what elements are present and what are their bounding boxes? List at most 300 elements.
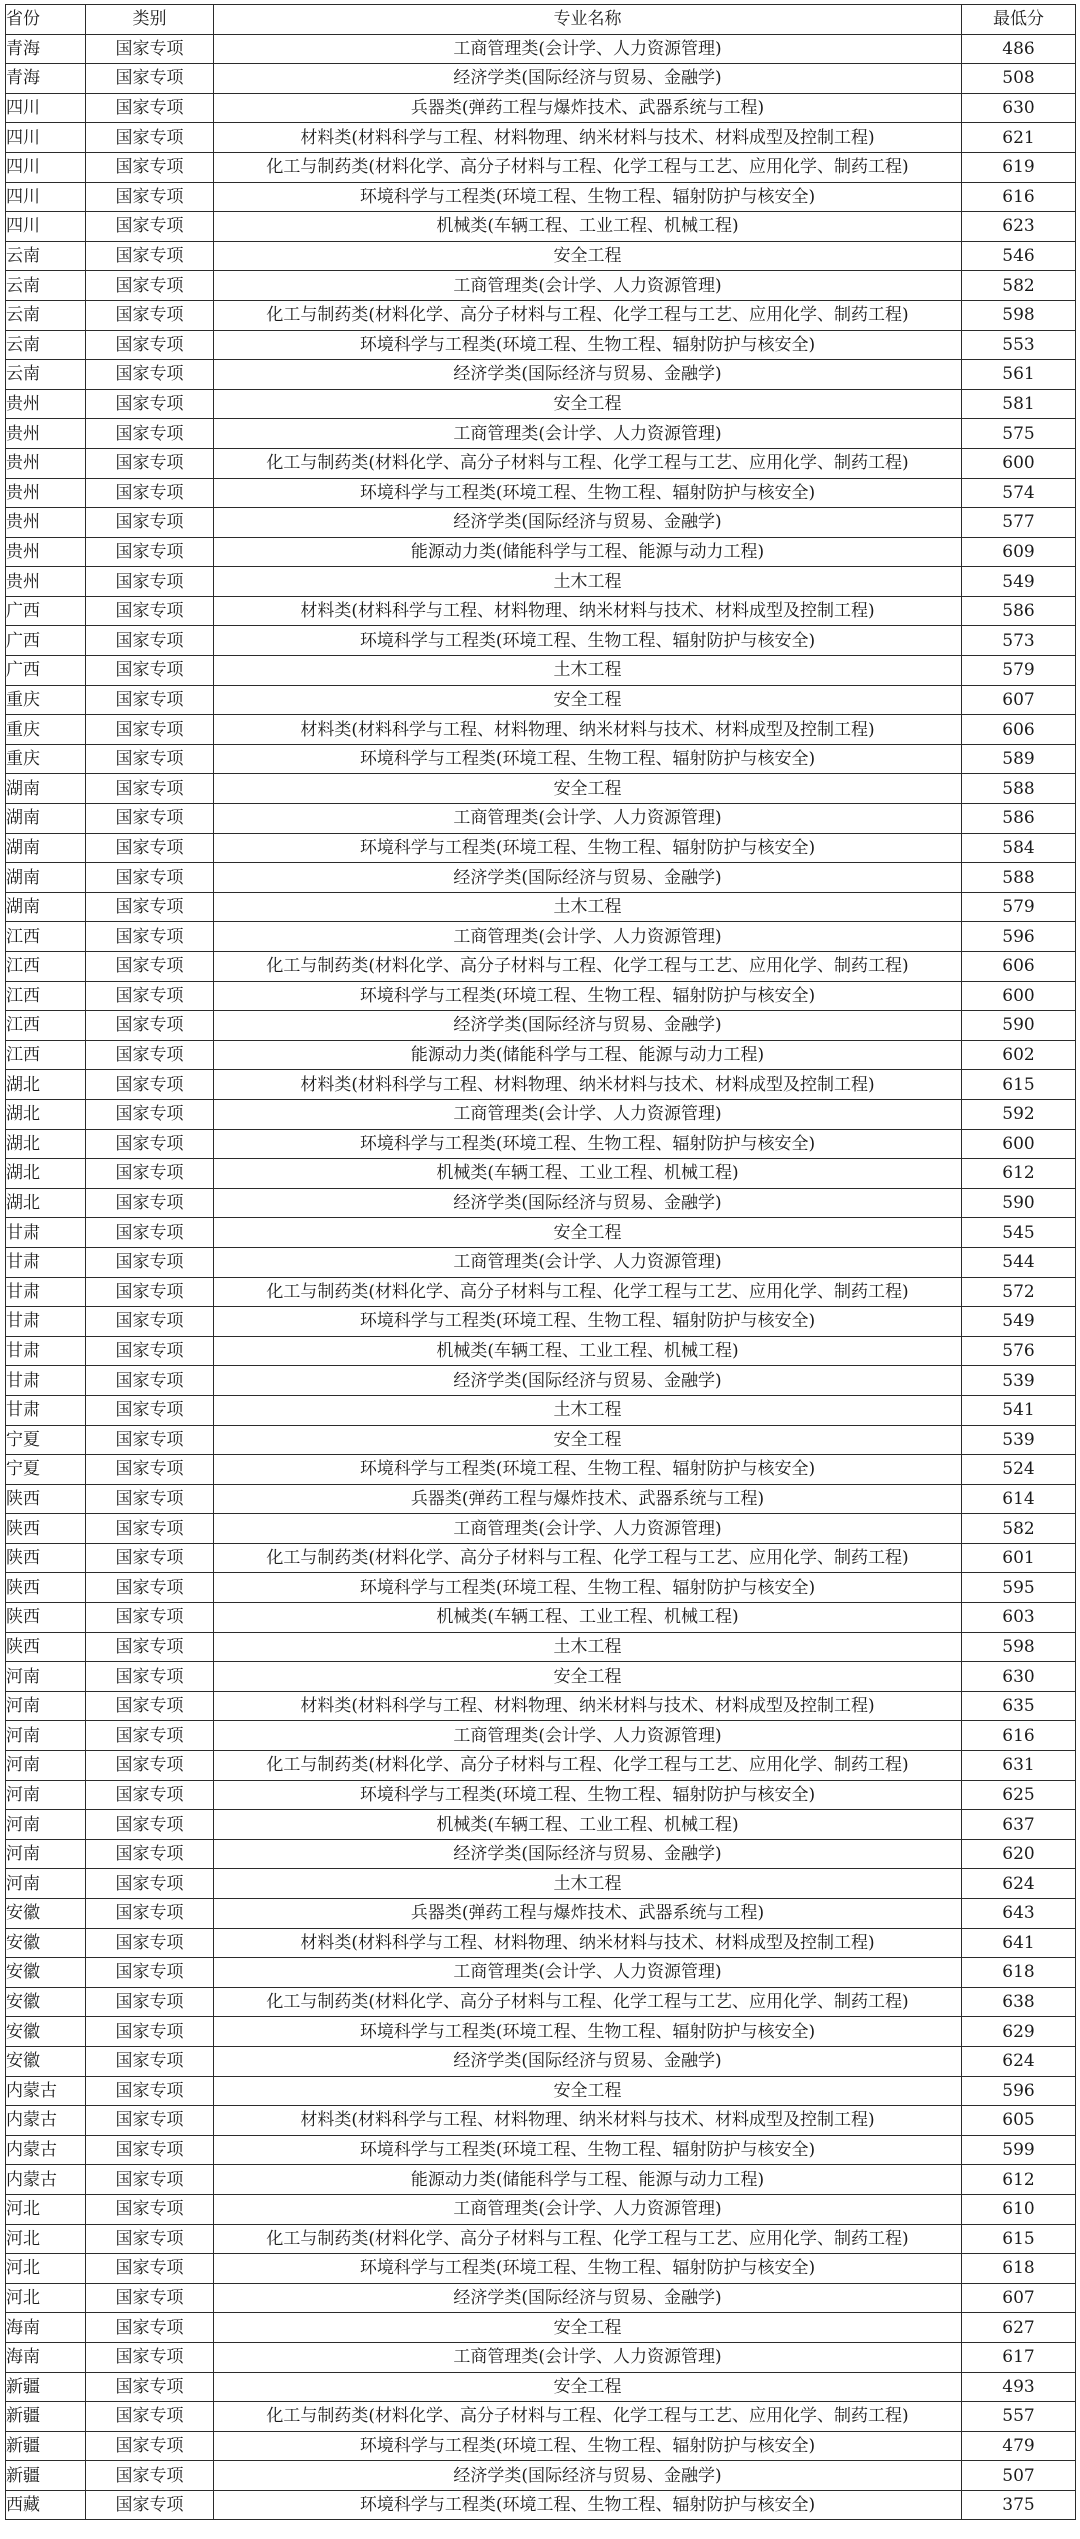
cell-category: 国家专项 xyxy=(86,34,214,64)
cell-province: 新疆 xyxy=(6,2461,86,2491)
cell-major-name: 环境科学与工程类(环境工程、生物工程、辐射防护与核安全) xyxy=(214,182,962,212)
cell-province: 河南 xyxy=(6,1721,86,1751)
cell-min-score: 614 xyxy=(962,1484,1076,1514)
table-row xyxy=(6,715,1076,745)
cell-category: 国家专项 xyxy=(86,1159,214,1189)
cell-category: 国家专项 xyxy=(86,1603,214,1633)
cell-major-name: 材料类(材料科学与工程、材料物理、纳米材料与技术、材料成型及控制工程) xyxy=(214,123,962,153)
cell-major-name: 经济学类(国际经济与贸易、金融学) xyxy=(214,1011,962,1041)
cell-province: 四川 xyxy=(6,152,86,182)
cell-major-name: 土木工程 xyxy=(214,1869,962,1899)
table-row xyxy=(6,1247,1076,1277)
cell-min-score: 584 xyxy=(962,833,1076,863)
cell-min-score: 619 xyxy=(962,152,1076,182)
header-min-score: 最低分 xyxy=(962,5,1076,35)
table-row xyxy=(6,93,1076,123)
cell-province: 河南 xyxy=(6,1780,86,1810)
cell-category: 国家专项 xyxy=(86,1484,214,1514)
table-row xyxy=(6,1691,1076,1721)
table-row xyxy=(6,1839,1076,1869)
table-row xyxy=(6,833,1076,863)
cell-province: 陕西 xyxy=(6,1603,86,1633)
table-row xyxy=(6,922,1076,952)
table-row xyxy=(6,34,1076,64)
cell-major-name: 工商管理类(会计学、人力资源管理) xyxy=(214,271,962,301)
cell-category: 国家专项 xyxy=(86,1277,214,1307)
cell-min-score: 615 xyxy=(962,2224,1076,2254)
cell-major-name: 环境科学与工程类(环境工程、生物工程、辐射防护与核安全) xyxy=(214,1129,962,1159)
cell-min-score: 574 xyxy=(962,478,1076,508)
cell-category: 国家专项 xyxy=(86,1780,214,1810)
cell-province: 河北 xyxy=(6,2194,86,2224)
table-row xyxy=(6,1484,1076,1514)
cell-category: 国家专项 xyxy=(86,596,214,626)
cell-province: 陕西 xyxy=(6,1573,86,1603)
cell-min-score: 375 xyxy=(962,2490,1076,2520)
cell-province: 四川 xyxy=(6,123,86,153)
cell-category: 国家专项 xyxy=(86,567,214,597)
cell-min-score: 572 xyxy=(962,1277,1076,1307)
table-row xyxy=(6,596,1076,626)
cell-min-score: 624 xyxy=(962,2046,1076,2076)
cell-major-name: 环境科学与工程类(环境工程、生物工程、辐射防护与核安全) xyxy=(214,833,962,863)
cell-province: 湖南 xyxy=(6,863,86,893)
cell-min-score: 582 xyxy=(962,271,1076,301)
cell-min-score: 598 xyxy=(962,300,1076,330)
cell-category: 国家专项 xyxy=(86,656,214,686)
cell-min-score: 524 xyxy=(962,1455,1076,1485)
cell-province: 青海 xyxy=(6,64,86,94)
cell-min-score: 630 xyxy=(962,93,1076,123)
cell-province: 甘肃 xyxy=(6,1218,86,1248)
cell-min-score: 615 xyxy=(962,1070,1076,1100)
cell-category: 国家专项 xyxy=(86,833,214,863)
cell-major-name: 安全工程 xyxy=(214,2372,962,2402)
table-row xyxy=(6,2046,1076,2076)
cell-category: 国家专项 xyxy=(86,1188,214,1218)
cell-major-name: 化工与制药类(材料化学、高分子材料与工程、化学工程与工艺、应用化学、制药工程) xyxy=(214,952,962,982)
cell-province: 内蒙古 xyxy=(6,2135,86,2165)
cell-category: 国家专项 xyxy=(86,300,214,330)
table-row xyxy=(6,2194,1076,2224)
cell-major-name: 工商管理类(会计学、人力资源管理) xyxy=(214,34,962,64)
cell-category: 国家专项 xyxy=(86,1011,214,1041)
cell-province: 湖南 xyxy=(6,833,86,863)
cell-category: 国家专项 xyxy=(86,2046,214,2076)
cell-category: 国家专项 xyxy=(86,922,214,952)
cell-category: 国家专项 xyxy=(86,1366,214,1396)
cell-category: 国家专项 xyxy=(86,360,214,390)
table-row xyxy=(6,1721,1076,1751)
table-row xyxy=(6,508,1076,538)
cell-min-score: 641 xyxy=(962,1928,1076,1958)
cell-min-score: 539 xyxy=(962,1425,1076,1455)
cell-province: 河南 xyxy=(6,1810,86,1840)
cell-major-name: 经济学类(国际经济与贸易、金融学) xyxy=(214,1366,962,1396)
cell-major-name: 环境科学与工程类(环境工程、生物工程、辐射防护与核安全) xyxy=(214,2017,962,2047)
cell-category: 国家专项 xyxy=(86,1751,214,1781)
cell-major-name: 经济学类(国际经济与贸易、金融学) xyxy=(214,863,962,893)
table-row xyxy=(6,1129,1076,1159)
table-row xyxy=(6,744,1076,774)
cell-province: 江西 xyxy=(6,922,86,952)
header-category: 类别 xyxy=(86,5,214,35)
table-row xyxy=(6,2283,1076,2313)
cell-province: 云南 xyxy=(6,241,86,271)
cell-major-name: 机械类(车辆工程、工业工程、机械工程) xyxy=(214,1603,962,1633)
table-row xyxy=(6,1810,1076,1840)
cell-province: 河南 xyxy=(6,1691,86,1721)
cell-min-score: 557 xyxy=(962,2402,1076,2432)
cell-min-score: 479 xyxy=(962,2431,1076,2461)
cell-province: 广西 xyxy=(6,596,86,626)
cell-category: 国家专项 xyxy=(86,330,214,360)
cell-category: 国家专项 xyxy=(86,1395,214,1425)
cell-min-score: 610 xyxy=(962,2194,1076,2224)
cell-major-name: 材料类(材料科学与工程、材料物理、纳米材料与技术、材料成型及控制工程) xyxy=(214,2106,962,2136)
table-row xyxy=(6,360,1076,390)
cell-min-score: 582 xyxy=(962,1514,1076,1544)
cell-min-score: 606 xyxy=(962,952,1076,982)
cell-category: 国家专项 xyxy=(86,1336,214,1366)
cell-province: 贵州 xyxy=(6,567,86,597)
cell-category: 国家专项 xyxy=(86,626,214,656)
table-row xyxy=(6,2461,1076,2491)
table-row xyxy=(6,863,1076,893)
cell-min-score: 631 xyxy=(962,1751,1076,1781)
cell-major-name: 工商管理类(会计学、人力资源管理) xyxy=(214,1958,962,1988)
cell-province: 湖南 xyxy=(6,892,86,922)
cell-category: 国家专项 xyxy=(86,1928,214,1958)
cell-category: 国家专项 xyxy=(86,685,214,715)
cell-province: 海南 xyxy=(6,2342,86,2372)
cell-province: 云南 xyxy=(6,360,86,390)
cell-major-name: 经济学类(国际经济与贸易、金融学) xyxy=(214,2283,962,2313)
cell-province: 甘肃 xyxy=(6,1395,86,1425)
cell-province: 贵州 xyxy=(6,508,86,538)
cell-category: 国家专项 xyxy=(86,1899,214,1929)
cell-min-score: 596 xyxy=(962,2076,1076,2106)
table-row xyxy=(6,1662,1076,1692)
cell-min-score: 592 xyxy=(962,1099,1076,1129)
cell-major-name: 经济学类(国际经济与贸易、金融学) xyxy=(214,508,962,538)
table-row xyxy=(6,1395,1076,1425)
cell-province: 湖北 xyxy=(6,1070,86,1100)
cell-category: 国家专项 xyxy=(86,1514,214,1544)
cell-province: 贵州 xyxy=(6,389,86,419)
cell-province: 河南 xyxy=(6,1839,86,1869)
cell-min-score: 600 xyxy=(962,1129,1076,1159)
cell-province: 云南 xyxy=(6,330,86,360)
cell-category: 国家专项 xyxy=(86,448,214,478)
table-row xyxy=(6,330,1076,360)
cell-major-name: 化工与制药类(材料化学、高分子材料与工程、化学工程与工艺、应用化学、制药工程) xyxy=(214,1987,962,2017)
table-body xyxy=(6,34,1076,2520)
cell-major-name: 化工与制药类(材料化学、高分子材料与工程、化学工程与工艺、应用化学、制药工程) xyxy=(214,1751,962,1781)
cell-min-score: 609 xyxy=(962,537,1076,567)
table-row xyxy=(6,2372,1076,2402)
cell-category: 国家专项 xyxy=(86,2017,214,2047)
cell-province: 云南 xyxy=(6,300,86,330)
cell-min-score: 625 xyxy=(962,1780,1076,1810)
cell-major-name: 安全工程 xyxy=(214,1218,962,1248)
cell-province: 内蒙古 xyxy=(6,2165,86,2195)
table-row xyxy=(6,1869,1076,1899)
cell-category: 国家专项 xyxy=(86,1070,214,1100)
cell-major-name: 经济学类(国际经济与贸易、金融学) xyxy=(214,64,962,94)
cell-province: 宁夏 xyxy=(6,1455,86,1485)
table-row xyxy=(6,1099,1076,1129)
cell-min-score: 606 xyxy=(962,715,1076,745)
cell-major-name: 工商管理类(会计学、人力资源管理) xyxy=(214,419,962,449)
cell-min-score: 643 xyxy=(962,1899,1076,1929)
cell-province: 广西 xyxy=(6,626,86,656)
cell-province: 陕西 xyxy=(6,1514,86,1544)
cell-province: 广西 xyxy=(6,656,86,686)
cell-min-score: 549 xyxy=(962,1307,1076,1337)
cell-province: 新疆 xyxy=(6,2402,86,2432)
cell-province: 重庆 xyxy=(6,744,86,774)
cell-min-score: 545 xyxy=(962,1218,1076,1248)
cell-min-score: 620 xyxy=(962,1839,1076,1869)
cell-min-score: 603 xyxy=(962,1603,1076,1633)
cell-province: 内蒙古 xyxy=(6,2106,86,2136)
cell-min-score: 579 xyxy=(962,656,1076,686)
cell-min-score: 549 xyxy=(962,567,1076,597)
table-row xyxy=(6,419,1076,449)
cell-category: 国家专项 xyxy=(86,478,214,508)
cell-province: 甘肃 xyxy=(6,1247,86,1277)
cell-category: 国家专项 xyxy=(86,774,214,804)
table-row xyxy=(6,537,1076,567)
cell-province: 河南 xyxy=(6,1751,86,1781)
table-row xyxy=(6,1780,1076,1810)
cell-min-score: 553 xyxy=(962,330,1076,360)
table-row xyxy=(6,2431,1076,2461)
cell-category: 国家专项 xyxy=(86,2165,214,2195)
table-row xyxy=(6,981,1076,1011)
cell-major-name: 经济学类(国际经济与贸易、金融学) xyxy=(214,360,962,390)
cell-category: 国家专项 xyxy=(86,1247,214,1277)
table-row xyxy=(6,567,1076,597)
cell-category: 国家专项 xyxy=(86,744,214,774)
table-row xyxy=(6,1188,1076,1218)
cell-category: 国家专项 xyxy=(86,241,214,271)
cell-major-name: 材料类(材料科学与工程、材料物理、纳米材料与技术、材料成型及控制工程) xyxy=(214,1691,962,1721)
cell-province: 陕西 xyxy=(6,1484,86,1514)
cell-major-name: 环境科学与工程类(环境工程、生物工程、辐射防护与核安全) xyxy=(214,2431,962,2461)
table-row xyxy=(6,1366,1076,1396)
cell-category: 国家专项 xyxy=(86,892,214,922)
cell-major-name: 土木工程 xyxy=(214,892,962,922)
cell-province: 四川 xyxy=(6,212,86,242)
table-row xyxy=(6,212,1076,242)
cell-province: 安徽 xyxy=(6,1899,86,1929)
table-row xyxy=(6,1307,1076,1337)
cell-category: 国家专项 xyxy=(86,2254,214,2284)
cell-min-score: 539 xyxy=(962,1366,1076,1396)
cell-category: 国家专项 xyxy=(86,537,214,567)
cell-major-name: 环境科学与工程类(环境工程、生物工程、辐射防护与核安全) xyxy=(214,744,962,774)
cell-province: 陕西 xyxy=(6,1543,86,1573)
cell-category: 国家专项 xyxy=(86,2372,214,2402)
table-row xyxy=(6,2017,1076,2047)
cell-major-name: 经济学类(国际经济与贸易、金融学) xyxy=(214,2046,962,2076)
cell-min-score: 601 xyxy=(962,1543,1076,1573)
cell-province: 新疆 xyxy=(6,2431,86,2461)
admission-score-table xyxy=(5,4,1076,2520)
cell-min-score: 635 xyxy=(962,1691,1076,1721)
cell-major-name: 安全工程 xyxy=(214,1425,962,1455)
cell-major-name: 经济学类(国际经济与贸易、金融学) xyxy=(214,1839,962,1869)
cell-min-score: 508 xyxy=(962,64,1076,94)
table-row xyxy=(6,2106,1076,2136)
cell-category: 国家专项 xyxy=(86,1040,214,1070)
cell-province: 江西 xyxy=(6,981,86,1011)
cell-min-score: 629 xyxy=(962,2017,1076,2047)
cell-min-score: 600 xyxy=(962,981,1076,1011)
cell-major-name: 土木工程 xyxy=(214,567,962,597)
cell-major-name: 兵器类(弹药工程与爆炸技术、武器系统与工程) xyxy=(214,1484,962,1514)
table-row xyxy=(6,300,1076,330)
table-row xyxy=(6,892,1076,922)
cell-category: 国家专项 xyxy=(86,1455,214,1485)
cell-category: 国家专项 xyxy=(86,863,214,893)
table-row xyxy=(6,1632,1076,1662)
cell-min-score: 616 xyxy=(962,182,1076,212)
cell-category: 国家专项 xyxy=(86,715,214,745)
cell-province: 湖北 xyxy=(6,1129,86,1159)
cell-min-score: 616 xyxy=(962,1721,1076,1751)
cell-category: 国家专项 xyxy=(86,2342,214,2372)
cell-province: 安徽 xyxy=(6,1928,86,1958)
cell-major-name: 环境科学与工程类(环境工程、生物工程、辐射防护与核安全) xyxy=(214,330,962,360)
table-row xyxy=(6,774,1076,804)
cell-min-score: 581 xyxy=(962,389,1076,419)
cell-category: 国家专项 xyxy=(86,1839,214,1869)
cell-category: 国家专项 xyxy=(86,2224,214,2254)
cell-province: 湖南 xyxy=(6,804,86,834)
table-row xyxy=(6,182,1076,212)
cell-min-score: 586 xyxy=(962,804,1076,834)
table-row xyxy=(6,64,1076,94)
cell-min-score: 637 xyxy=(962,1810,1076,1840)
header-major-name: 专业名称 xyxy=(214,5,962,35)
table-row xyxy=(6,2490,1076,2520)
cell-min-score: 561 xyxy=(962,360,1076,390)
cell-province: 甘肃 xyxy=(6,1277,86,1307)
cell-major-name: 能源动力类(储能科学与工程、能源与动力工程) xyxy=(214,537,962,567)
cell-min-score: 624 xyxy=(962,1869,1076,1899)
cell-major-name: 环境科学与工程类(环境工程、生物工程、辐射防护与核安全) xyxy=(214,1573,962,1603)
cell-min-score: 607 xyxy=(962,685,1076,715)
cell-province: 四川 xyxy=(6,93,86,123)
cell-min-score: 596 xyxy=(962,922,1076,952)
cell-min-score: 618 xyxy=(962,2254,1076,2284)
table-row xyxy=(6,2224,1076,2254)
cell-major-name: 能源动力类(储能科学与工程、能源与动力工程) xyxy=(214,1040,962,1070)
cell-major-name: 土木工程 xyxy=(214,656,962,686)
cell-category: 国家专项 xyxy=(86,1691,214,1721)
cell-province: 江西 xyxy=(6,1040,86,1070)
cell-min-score: 617 xyxy=(962,2342,1076,2372)
table-row xyxy=(6,952,1076,982)
cell-major-name: 化工与制药类(材料化学、高分子材料与工程、化学工程与工艺、应用化学、制药工程) xyxy=(214,2402,962,2432)
cell-min-score: 586 xyxy=(962,596,1076,626)
table-row xyxy=(6,2342,1076,2372)
cell-province: 宁夏 xyxy=(6,1425,86,1455)
cell-major-name: 机械类(车辆工程、工业工程、机械工程) xyxy=(214,1159,962,1189)
cell-category: 国家专项 xyxy=(86,1958,214,1988)
cell-min-score: 600 xyxy=(962,448,1076,478)
cell-province: 河北 xyxy=(6,2254,86,2284)
cell-major-name: 安全工程 xyxy=(214,241,962,271)
cell-min-score: 507 xyxy=(962,2461,1076,2491)
cell-min-score: 588 xyxy=(962,863,1076,893)
cell-category: 国家专项 xyxy=(86,1721,214,1751)
cell-category: 国家专项 xyxy=(86,2490,214,2520)
cell-major-name: 能源动力类(储能科学与工程、能源与动力工程) xyxy=(214,2165,962,2195)
cell-category: 国家专项 xyxy=(86,2313,214,2343)
cell-category: 国家专项 xyxy=(86,2106,214,2136)
table-row xyxy=(6,1277,1076,1307)
cell-major-name: 化工与制药类(材料化学、高分子材料与工程、化学工程与工艺、应用化学、制药工程) xyxy=(214,448,962,478)
cell-category: 国家专项 xyxy=(86,152,214,182)
cell-category: 国家专项 xyxy=(86,952,214,982)
cell-province: 贵州 xyxy=(6,537,86,567)
table-row xyxy=(6,1751,1076,1781)
cell-min-score: 544 xyxy=(962,1247,1076,1277)
cell-major-name: 环境科学与工程类(环境工程、生物工程、辐射防护与核安全) xyxy=(214,2490,962,2520)
cell-category: 国家专项 xyxy=(86,419,214,449)
cell-major-name: 材料类(材料科学与工程、材料物理、纳米材料与技术、材料成型及控制工程) xyxy=(214,596,962,626)
cell-category: 国家专项 xyxy=(86,1307,214,1337)
cell-major-name: 机械类(车辆工程、工业工程、机械工程) xyxy=(214,212,962,242)
table-row xyxy=(6,1040,1076,1070)
cell-min-score: 630 xyxy=(962,1662,1076,1692)
cell-province: 江西 xyxy=(6,1011,86,1041)
header-province: 省份 xyxy=(6,5,86,35)
cell-category: 国家专项 xyxy=(86,1218,214,1248)
table-row xyxy=(6,1928,1076,1958)
cell-major-name: 工商管理类(会计学、人力资源管理) xyxy=(214,1514,962,1544)
table-row xyxy=(6,389,1076,419)
cell-category: 国家专项 xyxy=(86,2402,214,2432)
cell-major-name: 经济学类(国际经济与贸易、金融学) xyxy=(214,1188,962,1218)
cell-province: 河南 xyxy=(6,1662,86,1692)
cell-major-name: 工商管理类(会计学、人力资源管理) xyxy=(214,1099,962,1129)
cell-province: 河南 xyxy=(6,1869,86,1899)
cell-province: 安徽 xyxy=(6,2017,86,2047)
cell-major-name: 环境科学与工程类(环境工程、生物工程、辐射防护与核安全) xyxy=(214,2254,962,2284)
table-row xyxy=(6,2254,1076,2284)
cell-major-name: 材料类(材料科学与工程、材料物理、纳米材料与技术、材料成型及控制工程) xyxy=(214,715,962,745)
cell-major-name: 环境科学与工程类(环境工程、生物工程、辐射防护与核安全) xyxy=(214,1455,962,1485)
cell-category: 国家专项 xyxy=(86,1810,214,1840)
cell-category: 国家专项 xyxy=(86,271,214,301)
table-row xyxy=(6,271,1076,301)
cell-min-score: 623 xyxy=(962,212,1076,242)
cell-province: 江西 xyxy=(6,952,86,982)
cell-major-name: 安全工程 xyxy=(214,2076,962,2106)
cell-min-score: 605 xyxy=(962,2106,1076,2136)
table-row xyxy=(6,1336,1076,1366)
cell-category: 国家专项 xyxy=(86,64,214,94)
cell-province: 贵州 xyxy=(6,419,86,449)
cell-min-score: 579 xyxy=(962,892,1076,922)
cell-province: 湖北 xyxy=(6,1188,86,1218)
cell-category: 国家专项 xyxy=(86,93,214,123)
